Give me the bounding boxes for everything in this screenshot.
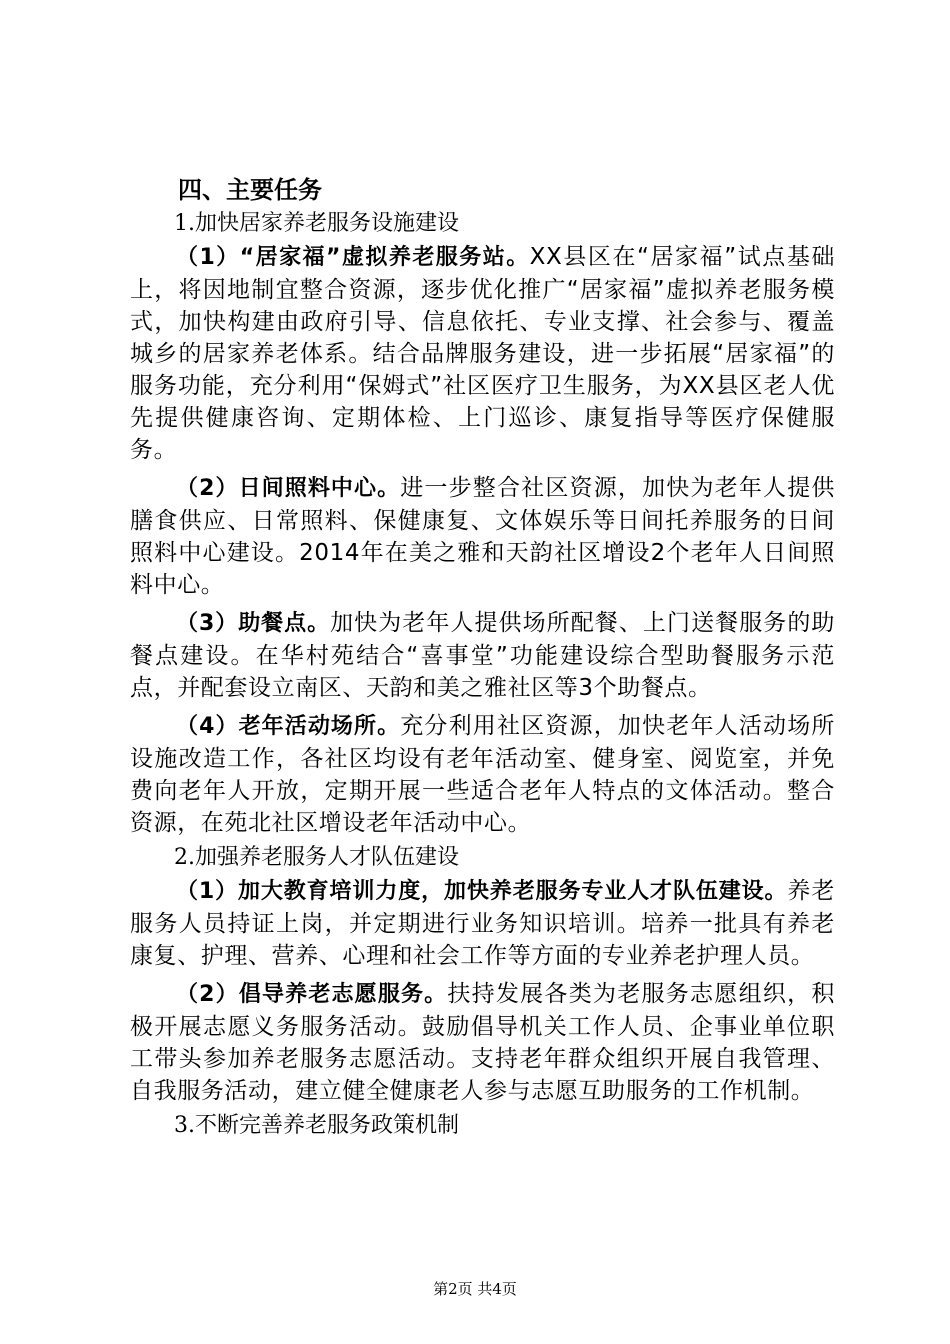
subsection-title-2: 2.加强养老服务人才队伍建设 (174, 845, 459, 870)
paragraph-2-1 (130, 875, 835, 972)
paragraph-lead: （1）“居家福”虚拟养老服务站。 (176, 245, 530, 270)
paragraph-1-1 (130, 241, 835, 466)
page-number-footer: 第2页 共4页 (433, 1280, 517, 1298)
paragraph-text: XX县区在“居家福”试点基础上，将因地制宜整合资源，逐步优化推广“居家福”虚拟养老服务模式，加快构建由政府引导、信息依托、专业支撑、社会参与、覆盖城乡的居家养老体系。结合品牌服务建设，进一步拓展“居家福”的服务功能，充分利用“保姆式”社区医疗卫生服务，为XX县区老人优先提供健康咨询、定期体检、上门巡诊、康复指导等医疗保健服务。 (130, 244, 835, 463)
paragraph-lead: （2）日间照料中心。 (176, 476, 401, 501)
subsection-title-1: 1.加快居家养老服务设施建设 (174, 211, 459, 236)
paragraph-1-2 (130, 472, 835, 601)
paragraph-1-4 (130, 710, 835, 839)
paragraph-lead: （2）倡导养老志愿服务。 (176, 982, 448, 1007)
paragraph-text: 扶持发展各类为老服务志愿组织，积极开展志愿义务服务活动。鼓励倡导机关工作人员、企事业单位职工带头参加养老服务志愿活动。支持老年群众组织开展自我管理、自我服务活动，建立健全健康老人参与志愿互助服务的工作机制。 (130, 981, 835, 1104)
paragraph-2-2 (130, 978, 835, 1107)
paragraph-text: 加快为老年人提供场所配餐、上门送餐服务的助餐点建设。在华村苑结合“喜事堂”功能建设综合型助餐服务示范点，并配套设立南区、天韵和美之雅社区等3个助餐点。 (130, 610, 835, 701)
paragraph-1-3 (130, 607, 835, 704)
paragraph-lead: （3）助餐点。 (176, 611, 331, 636)
paragraph-text: 养老服务人员持证上岗，并定期进行业务知识培训。培养一批具有养老康复、护理、营养、心理和社会工作等方面的专业养老护理人员。 (130, 878, 835, 969)
paragraph-text: 进一步整合社区资源，加快为老年人提供膳食供应、日常照料、保健康复、文体娱乐等日间托养服务的日间照料中心建设。2014年在美之雅和天韵社区增设2个老年人日间照料中心。 (130, 475, 835, 598)
subsection-title-3: 3.不断完善养老服务政策机制 (174, 1113, 459, 1138)
paragraph-lead: （4）老年活动场所。 (176, 714, 401, 739)
paragraph-text: 充分利用社区资源，加快老年人活动场所设施改造工作，各社区均设有老年活动室、健身室、阅览室，并免费向老年人开放，定期开展一些适合老年人特点的文体活动。整合资源，在苑北社区增设老年活动中心。 (130, 713, 835, 836)
section-heading: 四、主要任务 (178, 176, 322, 204)
paragraph-lead: （1）加大教育培训力度，加快养老服务专业人才队伍建设。 (176, 879, 788, 904)
document-body (130, 173, 835, 1143)
